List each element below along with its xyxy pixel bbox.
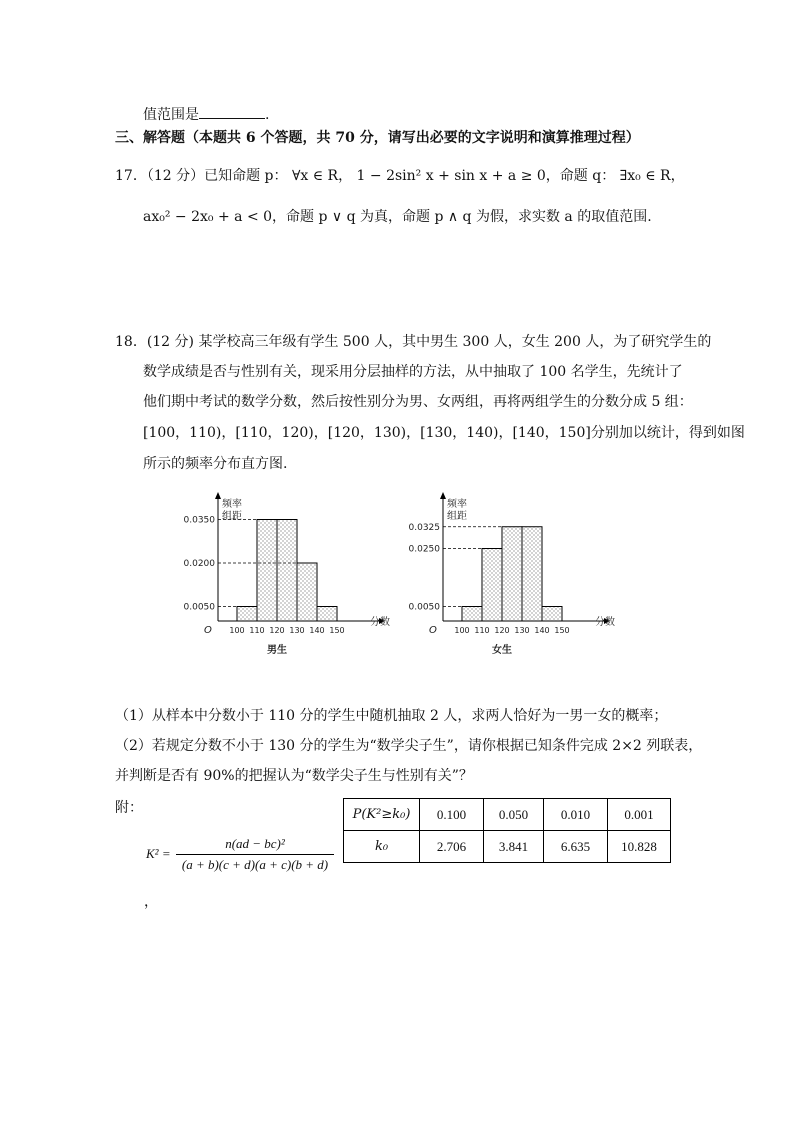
x-tick-label: 120 <box>269 626 285 635</box>
trailing-comma: ， <box>144 894 158 910</box>
y-axis-arrow <box>215 492 221 499</box>
origin-label: O <box>204 625 212 636</box>
q18-sub2-line2: 并判断是否有 90%的把握认为“数学尖子生与性别有关”？ <box>115 768 473 784</box>
q18-sub2-line1: （2）若规定分数不小于 130 分的学生为“数学尖子生”，请你根据已知条件完成 2×2 列联表， <box>115 738 703 754</box>
table-row <box>344 799 671 831</box>
x-tick-label: 150 <box>329 626 345 635</box>
formula-denominator: (a + b)(c + d)(a + c)(b + d) <box>181 857 329 872</box>
y-tick-label: 0.0350 <box>183 515 215 526</box>
answer-blank <box>199 104 265 119</box>
x-axis-label: 分数 <box>370 617 390 628</box>
q18-sub1: （1）从样本中分数小于 110 分的学生中随机抽取 2 人，求两人恰好为一男一女的概率； <box>115 708 668 724</box>
y-tick-label: 0.0050 <box>183 602 215 613</box>
x-tick-label: 100 <box>229 626 245 635</box>
x-tick-label: 120 <box>494 626 510 635</box>
appendix-label: 附： <box>115 800 143 816</box>
y-tick-label: 0.0050 <box>408 602 440 613</box>
y-axis-label-top: 频率 <box>222 499 242 510</box>
q18-line: 18．(12 分) 某学校高三年级有学生 500 人，其中男生 300 人，女生 200 人，为了研究学生的 <box>115 334 712 350</box>
table-row <box>344 831 671 863</box>
histogram-bar <box>462 607 482 622</box>
histogram-female <box>405 490 635 662</box>
x-tick-label: 110 <box>474 626 490 635</box>
q18-line: 他们期中考试的数学分数，然后按性别分为男、女两组，再将两组学生的分数分成 5 组： <box>143 394 693 410</box>
table-cell: 6.635 <box>544 831 608 863</box>
section3-heading: 三、解答题（本题共 6 个答题，共 70 分，请写出必要的文字说明和演算推理过程） <box>115 130 640 146</box>
histogram-male <box>180 490 410 662</box>
origin-label: O <box>429 625 437 636</box>
x-tick-label: 110 <box>249 626 265 635</box>
table-cell: 3.841 <box>484 831 544 863</box>
y-axis-label-bottom: 组距 <box>447 511 467 522</box>
x-tick-label: 150 <box>554 626 570 635</box>
formula-lhs: K² = <box>146 846 171 861</box>
table-cell: 0.100 <box>420 799 484 831</box>
histogram-bar <box>482 549 502 622</box>
y-axis-label-top: 频率 <box>447 499 467 510</box>
x-tick-label: 140 <box>534 626 550 635</box>
table-cell: 0.050 <box>484 799 544 831</box>
x-tick-label: 130 <box>289 626 305 635</box>
y-tick-label: 0.0325 <box>408 522 440 533</box>
q18-line: [100，110)，[110，120)，[120，130)，[130，140)，[140，150]分别加以统计，得到如图 <box>143 425 745 441</box>
q18-line: 所示的频率分布直方图. <box>143 456 288 472</box>
y-axis-arrow <box>440 492 446 499</box>
q17-line1: 17．（12 分）已知命题 p： ∀x ∈ R， 1 − 2sin² x + sin x + a ≥ 0，命题 q： ∃x₀ ∈ R， <box>115 168 685 184</box>
q17-line2: ax₀² − 2x₀ + a < 0，命题 p ∨ q 为真，命题 p ∧ q 为假，求实数 a 的取值范围. <box>143 209 652 225</box>
y-axis-label-bottom: 组距 <box>222 511 242 522</box>
histogram-bar <box>277 520 297 622</box>
x-tick-label: 100 <box>454 626 470 635</box>
histogram-bar <box>522 527 542 621</box>
histogram-bar <box>317 607 337 622</box>
table-cell: 0.001 <box>608 799 671 831</box>
formula-numerator: n(ad − bc)² <box>176 836 334 855</box>
top-line-suffix: . <box>265 107 270 123</box>
x-tick-label: 140 <box>309 626 325 635</box>
table-cell: P(K²≥k₀) <box>344 799 420 831</box>
histogram-bar <box>542 607 562 622</box>
histogram-bar <box>502 527 522 621</box>
y-tick-label: 0.0250 <box>408 544 440 555</box>
top-line-prefix: 值范围是 <box>143 107 199 123</box>
histogram-bar <box>297 563 317 621</box>
histogram-bar <box>237 607 257 622</box>
top-line <box>143 104 269 125</box>
q18-line: 数学成绩是否与性别有关，现采用分层抽样的方法，从中抽取了 100 名学生，先统计了 <box>143 364 683 380</box>
critical-value-table <box>343 798 671 863</box>
chart-title: 男生 <box>267 645 287 656</box>
chart-title: 女生 <box>492 645 512 656</box>
x-tick-label: 130 <box>514 626 530 635</box>
table-cell: 2.706 <box>420 831 484 863</box>
y-tick-label: 0.0200 <box>183 559 215 569</box>
table-cell: 10.828 <box>608 831 671 863</box>
histogram-bar <box>257 520 277 622</box>
table-cell: k₀ <box>344 831 420 863</box>
table-cell: 0.010 <box>544 799 608 831</box>
x-axis-label: 分数 <box>595 617 615 628</box>
